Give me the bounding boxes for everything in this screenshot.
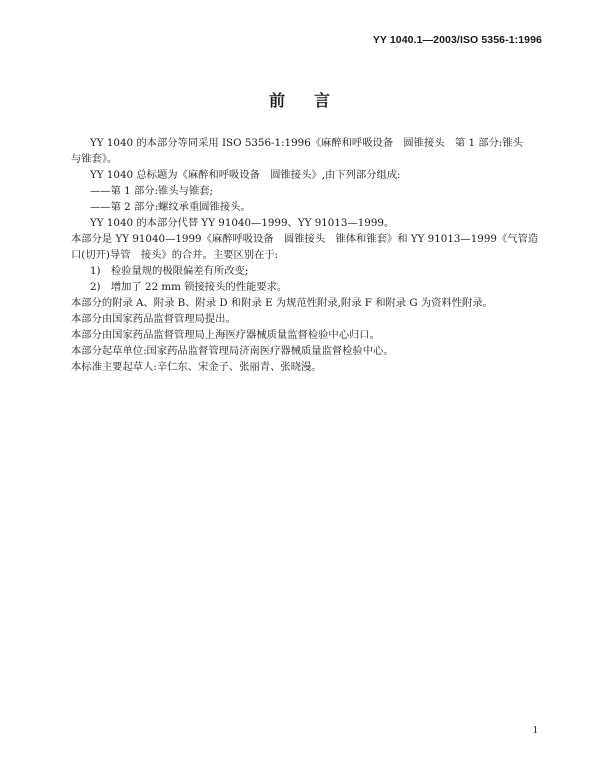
paragraph-1-line-1: YY 1040 的本部分等同采用 ISO 5356-1:1996《麻醉和呼吸设备 圆锥接头 第 1 部分:锥头 — [90, 137, 523, 149]
paragraph-6-line-2: 口(切开)导管 接头》的合并。主要区别在于: — [71, 249, 279, 261]
paragraph-11: 本部分由国家药品监督管理局上海医疗器械质量监督检验中心归口。 — [71, 329, 380, 341]
standard-code-header: YY 1040.1—2003/ISO 5356-1:1996 — [372, 34, 542, 46]
page-title — [0, 88, 600, 111]
paragraph-6-line-1: 本部分是 YY 91040—1999《麻醉呼吸设备 圆锥接头 锥体和锥套》和 YY 91013—1999《气管造 — [71, 233, 539, 245]
paragraph-7: 1) 检验量规的极限偏差有所改变; — [90, 265, 249, 277]
page-number: 1 — [532, 724, 538, 736]
paragraph-3: ——第 1 部分:锥头与锥套; — [90, 185, 214, 197]
paragraph-4: ——第 2 部分:螺纹承重圆锥接头。 — [90, 201, 251, 213]
title-char-2: 言 — [314, 91, 332, 110]
paragraph-12: 本部分起草单位:国家药品监督管理局济南医疗器械质量监督检验中心。 — [71, 345, 394, 357]
paragraph-2: YY 1040 总标题为《麻醉和呼吸设备 圆锥接头》,由下列部分组成: — [90, 169, 401, 181]
paragraph-1-line-2: 与锥套》。 — [71, 153, 118, 165]
paragraph-5: YY 1040 的本部分代替 YY 91040—1999、YY 91013—1999。 — [90, 217, 395, 229]
paragraph-13: 本标准主要起草人:辛仁东、宋金子、张丽青、张晓漫。 — [71, 361, 322, 373]
paragraph-9: 本部分的附录 A、附录 B、附录 D 和附录 E 为规范性附录,附录 F 和附录 G 为资料性附录。 — [71, 297, 493, 309]
paragraph-8: 2) 增加了 22 mm 锁接接头的性能要求。 — [90, 281, 288, 293]
foreword-body — [71, 135, 539, 375]
paragraph-10: 本部分由国家药品监督管理局提出。 — [71, 313, 236, 325]
title-char-1: 前 — [268, 91, 286, 110]
